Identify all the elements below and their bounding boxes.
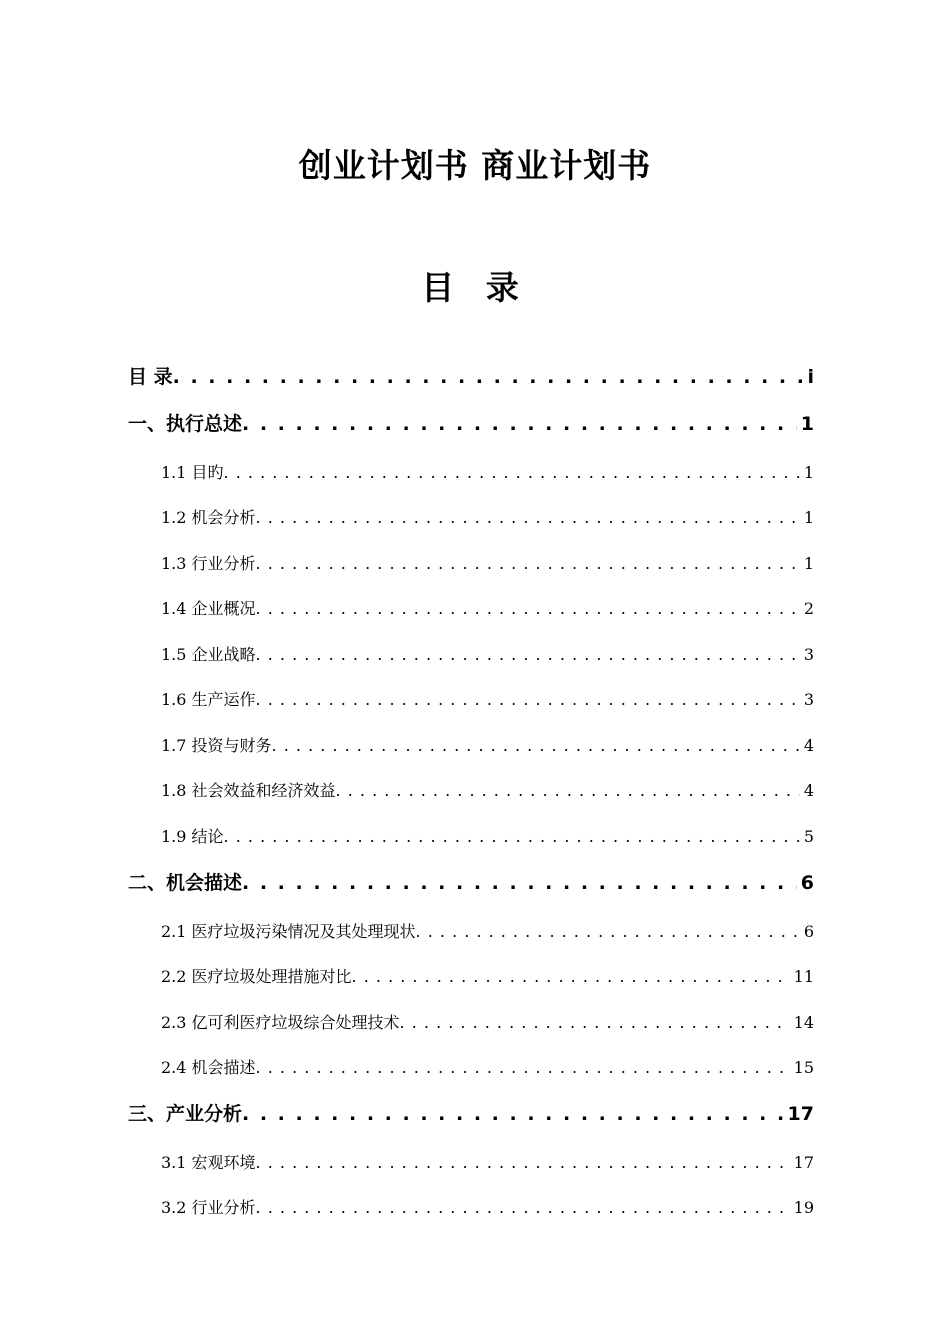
toc-entry-label: 2.2 医疗垃圾处理措施对比 [161,967,352,986]
toc-entry-page: i [807,366,814,388]
toc-entry-label: 1.3 行业分析 [161,554,256,573]
toc-entry-chapter-3[interactable] [128,1099,814,1129]
toc-entry-1-5[interactable] [161,642,814,668]
toc-entry-page: 1 [803,554,814,573]
toc-dot-leader [256,1150,790,1176]
toc-entry-2-3[interactable] [161,1010,814,1036]
toc-entry-1-8[interactable] [161,778,814,804]
toc-entry-page: 3 [803,690,814,709]
toc-entry-page: 14 [793,1013,814,1032]
toc-entry-1-4[interactable] [161,596,814,622]
toc-entry-page: 2 [803,599,814,618]
toc-dot-leader [173,362,804,392]
toc-entry-chapter-2[interactable] [128,868,814,898]
toc-dot-leader [272,733,800,759]
toc-entry-3-1[interactable] [161,1150,814,1176]
toc-entry-page: 19 [793,1198,814,1217]
toc-dot-leader [256,596,800,622]
toc-entry-page: 11 [793,967,814,986]
toc-entry-2-1[interactable] [161,919,814,945]
toc-entry-3-2[interactable] [161,1195,814,1221]
toc-entry-page: 15 [793,1058,814,1077]
toc-dot-leader [400,1010,790,1036]
toc-dot-leader [336,778,800,804]
toc-entry-1-2[interactable] [161,505,814,531]
toc-entry-label: 2.1 医疗垃圾污染情况及其处理现状 [161,922,416,941]
toc-dot-leader [256,505,800,531]
toc-entry-1-1[interactable] [161,460,814,486]
toc-entry-contents[interactable] [128,362,814,392]
toc-entry-label: 1.7 投资与财务 [161,736,272,755]
toc-entry-page: 17 [787,1103,814,1125]
toc-dot-leader [256,551,800,577]
toc-entry-label: 二、机会描述 [128,872,243,894]
toc-entry-label: 2.3 亿可利医疗垃圾综合处理技术 [161,1013,400,1032]
toc-entry-label: 1.9 结论 [161,827,224,846]
toc-entry-1-3[interactable] [161,551,814,577]
toc-dot-leader [256,687,800,713]
toc-entry-label: 1.5 企业战略 [161,645,256,664]
toc-dot-leader [224,460,800,486]
toc-entry-2-2[interactable] [161,964,814,990]
toc-entry-2-4[interactable] [161,1055,814,1081]
toc-entry-page: 4 [803,781,814,800]
toc-entry-label: 一、执行总述 [128,413,243,435]
toc-entry-label: 目 录 [128,366,173,388]
toc-entry-label: 1.1 目旳 [161,463,224,482]
toc-entry-page: 6 [800,872,814,894]
toc-entry-page: 3 [803,645,814,664]
toc-entry-label: 3.2 行业分析 [161,1198,256,1217]
toc-dot-leader [242,409,797,439]
toc-entry-1-6[interactable] [161,687,814,713]
toc-dot-leader [416,919,800,945]
toc-dot-leader [256,1195,790,1221]
toc-dot-leader [224,824,800,850]
toc-dot-leader [256,1055,790,1081]
toc-entry-page: 1 [803,463,814,482]
toc-entry-label: 1.2 机会分析 [161,508,256,527]
toc-entry-page: 1 [800,413,814,435]
toc-entry-page: 5 [803,827,814,846]
document-title: 创业计划书 商业计划书 [298,146,652,185]
toc-entry-label: 三、产业分析 [128,1103,243,1125]
toc-heading: 目 录 [421,268,529,307]
toc-dot-leader [352,964,790,990]
toc-entry-label: 1.4 企业概况 [161,599,256,618]
toc-entry-page: 1 [803,508,814,527]
toc-dot-leader [256,642,800,668]
toc-entry-page: 4 [803,736,814,755]
toc-entry-page: 6 [803,922,814,941]
toc-entry-page: 17 [793,1153,814,1172]
toc-dot-leader [242,868,797,898]
toc-entry-1-9[interactable] [161,824,814,850]
toc-entry-chapter-1[interactable] [128,409,814,439]
toc-dot-leader [242,1099,784,1129]
toc-entry-label: 1.8 社会效益和经济效益 [161,781,336,800]
toc-entry-1-7[interactable] [161,733,814,759]
toc-entry-label: 2.4 机会描述 [161,1058,256,1077]
toc-entry-label: 1.6 生产运作 [161,690,256,709]
toc-entry-label: 3.1 宏观环境 [161,1153,256,1172]
